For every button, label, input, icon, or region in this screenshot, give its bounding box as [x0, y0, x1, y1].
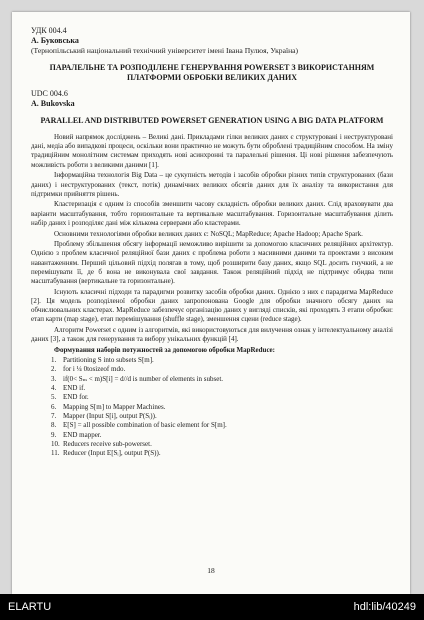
- repository-name: ELARTU: [8, 601, 52, 613]
- algorithm-step: [51, 412, 393, 421]
- step-number: 9.: [51, 430, 57, 439]
- paragraph: Проблему збільшення обсягу інформації неможливо вирішити за допомогою класичних реляційних архітектур. Однією з проблем класичної реляційної бази даних є проблема роботи з масивними даними та проектами з високим навантаженням. Перший цільовий підхід полягав в тому, щоб розширити базу даних, якщо SQL досить гнучкий, а не перемішувати її, де б вона не виконувала свої завдання. Також реляційний підхід не підтримує обидва типи масштабування (вертикальне та горизонтальне).: [31, 240, 393, 286]
- repository-footer-bar: [0, 594, 424, 620]
- paragraph: Новий напрямок досліджень – Великі дані. Прикладами гілки великих даних є структуровані і неструктуровані дані, медіа або випадкові процеси, оскільки вони практично не можуть бути оброблені традиційним способом. На зміну традиційним монолітним системам приходять нові асинхронні та паралельні рішення. Ці нові рішення забезпечують можливість роботи з великими даними [1].: [31, 133, 393, 169]
- algorithm-steps: [51, 356, 393, 458]
- author-eng: A. Bukovska: [31, 99, 75, 108]
- page-content: [31, 26, 393, 458]
- algorithm-heading: Формування наборів потужностей за допомогою обробки MapReduce:: [54, 345, 275, 354]
- algorithm-step: [51, 449, 393, 458]
- document-page: [12, 12, 410, 594]
- step-text: END if.: [63, 384, 86, 393]
- step-text: END mapper.: [63, 430, 102, 439]
- algorithm-step: [51, 421, 393, 430]
- page-number: 18: [207, 566, 215, 575]
- paragraph: Існують класичні підходи та парадигми розвитку засобів обробки даних. Однією з них є парадигма MapReduce [2]. Ця модель розподіленої обробки даних запропонована Google для обробки значного обсягу даних на обчислювальних кластерах. MapReduce забезпечує організацію даних у вигляді списків, які проходять 3 етапи обробки: етап карти (map stage), етап перемішування (shuffle stage), зменшення сцени (reduce stage).: [31, 287, 393, 324]
- algorithm-step: [51, 356, 393, 365]
- step-number: 4.: [51, 384, 57, 393]
- step-text: Partitioning S into subsets S[m].: [63, 356, 154, 365]
- affiliation: (Тернопільський національний технічний університет імені Івана Пулюя, Україна): [31, 46, 299, 55]
- handle-identifier: hdl:lib/40249: [353, 601, 416, 613]
- algorithm-step: [51, 375, 393, 384]
- step-number: 3.: [51, 374, 57, 383]
- algorithm-step: [51, 393, 393, 402]
- step-text: Reducers receive sub-powerset.: [63, 439, 152, 448]
- step-text: if(0< Sₘ < m)S[i] = d//d is number of elements in subset.: [63, 374, 224, 383]
- paragraph: Кластеризація є одним із способів зменшити часову складність обробки великих даних. Слід враховувати два варіанти масштабування, тобто горизонтальне та вертикальне масштабування. Горизонтальне масштабування ділить набір даних і розподіляє дані між кількома серверами або кластерами.: [31, 200, 393, 227]
- algorithm-step: [51, 440, 393, 449]
- algorithm-step: [51, 384, 393, 393]
- step-text: E[S] = all possible combination of basic element for S[m].: [63, 421, 227, 430]
- step-number: 10.: [51, 439, 60, 448]
- step-text: Reducer (Input E[Sᵢ], output P(S)).: [63, 449, 161, 458]
- step-text: END for.: [63, 393, 89, 402]
- udk-code: УДК 004.4: [31, 26, 67, 35]
- paragraph: Алгоритм Powerset є одним із алгоритмів, які використовуються для вилучення ознак у інтелектуальному аналізі даних [3], а також для генерування та вибору унікальних функцій [4].: [31, 326, 393, 344]
- title-ukr: ПАРАЛЕЛЬНЕ ТА РОЗПОДІЛЕНЕ ГЕНЕРУВАННЯ POWERSET З ВИКОРИСТАННЯМ ПЛАТФОРМИ ОБРОБКИ ВЕЛИКИХ ДАНИХ: [49, 63, 375, 82]
- paragraph: Основними технологіями обробки великих даних є: NoSQL; MapReduce; Apache Hadoop; Apache Spark.: [54, 229, 363, 238]
- step-number: 7.: [51, 411, 57, 420]
- step-number: 5.: [51, 393, 57, 402]
- step-number: 8.: [51, 421, 57, 430]
- algorithm-step: [51, 403, 393, 412]
- step-number: 2.: [51, 365, 57, 374]
- title-eng: PARALLEL AND DISTRIBUTED POWERSET GENERATION USING A BIG DATA PLATFORM: [40, 116, 384, 125]
- step-text: for i ¼ 0tosizeof mdo.: [63, 365, 126, 374]
- step-text: Mapper (Input S[i], output P(Sᵢ)).: [63, 411, 157, 420]
- algorithm-step: [51, 365, 393, 374]
- udc-code: UDC 004.6: [31, 89, 68, 98]
- step-number: 1.: [51, 356, 57, 365]
- paragraph: Інформаційна технологія Big Data – це сукупність методів і засобів обробки різних типів структурованих (бази даних) і неструктурованих (текст, потік) динамічних великих обсягів даних для їх аналізу та використання для підтримки прийняття рішень.: [31, 171, 393, 198]
- step-text: Mapping S[m] to Mapper Machines.: [63, 402, 166, 411]
- algorithm-step: [51, 431, 393, 440]
- author-ukr: А. Буковська: [31, 36, 79, 45]
- step-number: 6.: [51, 402, 57, 411]
- step-number: 11.: [51, 449, 60, 458]
